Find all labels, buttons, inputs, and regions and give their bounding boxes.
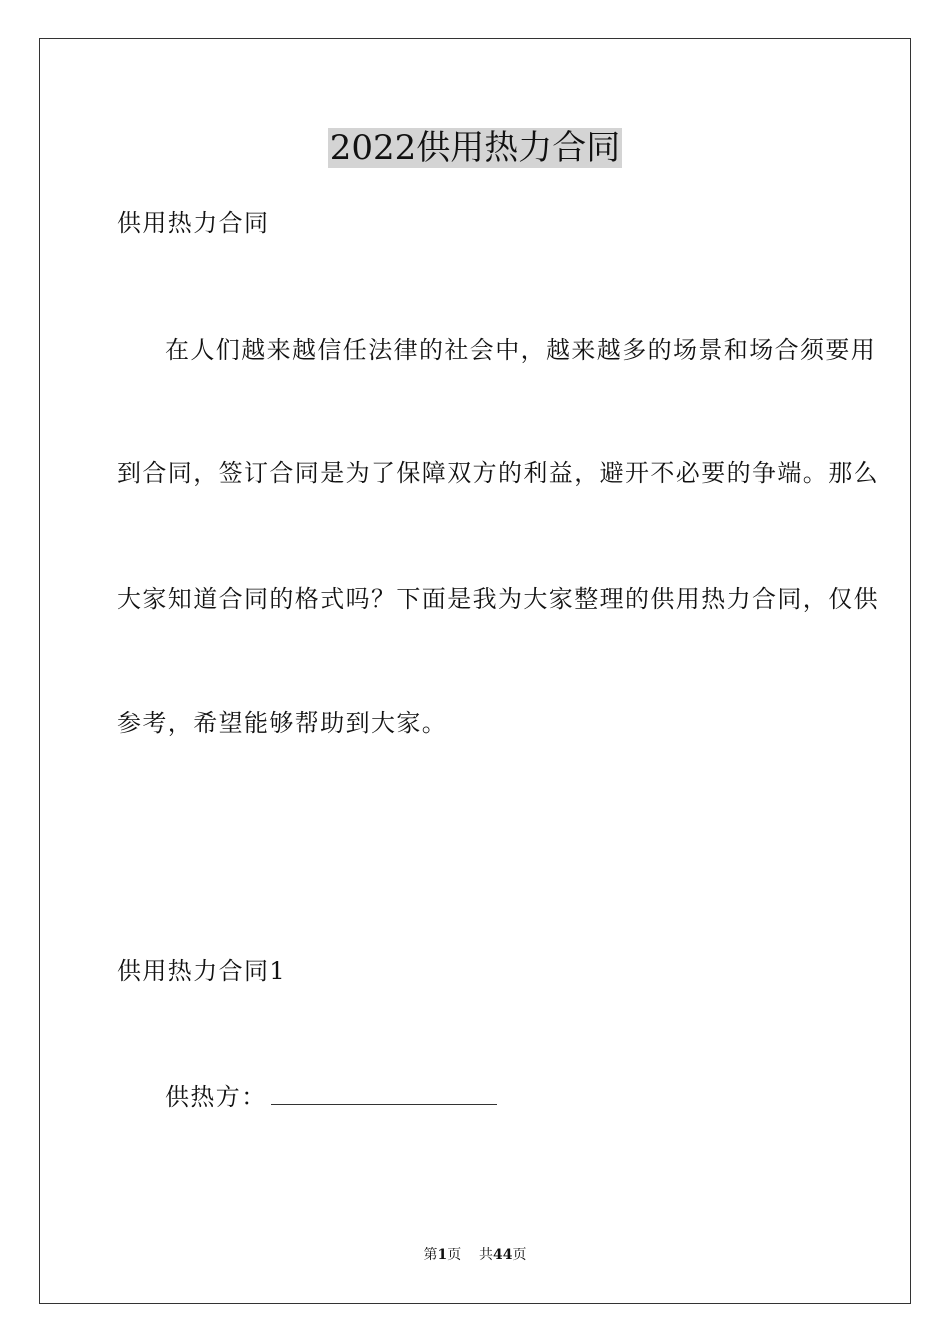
footer-page-suffix: 页 [447, 1247, 462, 1263]
section-heading: 供用热力合同1 [117, 957, 287, 985]
document-title-text: 2022供用热力合同 [329, 128, 621, 168]
page-footer [0, 1245, 950, 1265]
heat-supplier-label: 供热方： [165, 1083, 267, 1111]
intro-line-3: 大家知道合同的格式吗？下面是我为大家整理的供用热力合同，仅供 [117, 585, 879, 613]
footer-total-prefix: 共 [479, 1247, 494, 1263]
document-subtitle: 供用热力合同 [117, 209, 270, 237]
heat-supplier-blank-line [271, 1084, 497, 1105]
intro-line-4: 参考，希望能够帮助到大家。 [117, 709, 448, 737]
footer-total-pages: 44 [493, 1247, 513, 1263]
intro-line-1: 在人们越来越信任法律的社会中，越来越多的场景和场合须要用 [165, 336, 877, 364]
heat-supplier-field [165, 1081, 885, 1113]
intro-line-2: 到合同，签订合同是为了保障双方的利益，避开不必要的争端。那么 [117, 459, 879, 487]
document-title [0, 126, 950, 170]
footer-page-prefix: 第 [423, 1247, 438, 1263]
footer-page-number: 1 [437, 1247, 448, 1263]
footer-total-suffix: 页 [512, 1247, 527, 1263]
